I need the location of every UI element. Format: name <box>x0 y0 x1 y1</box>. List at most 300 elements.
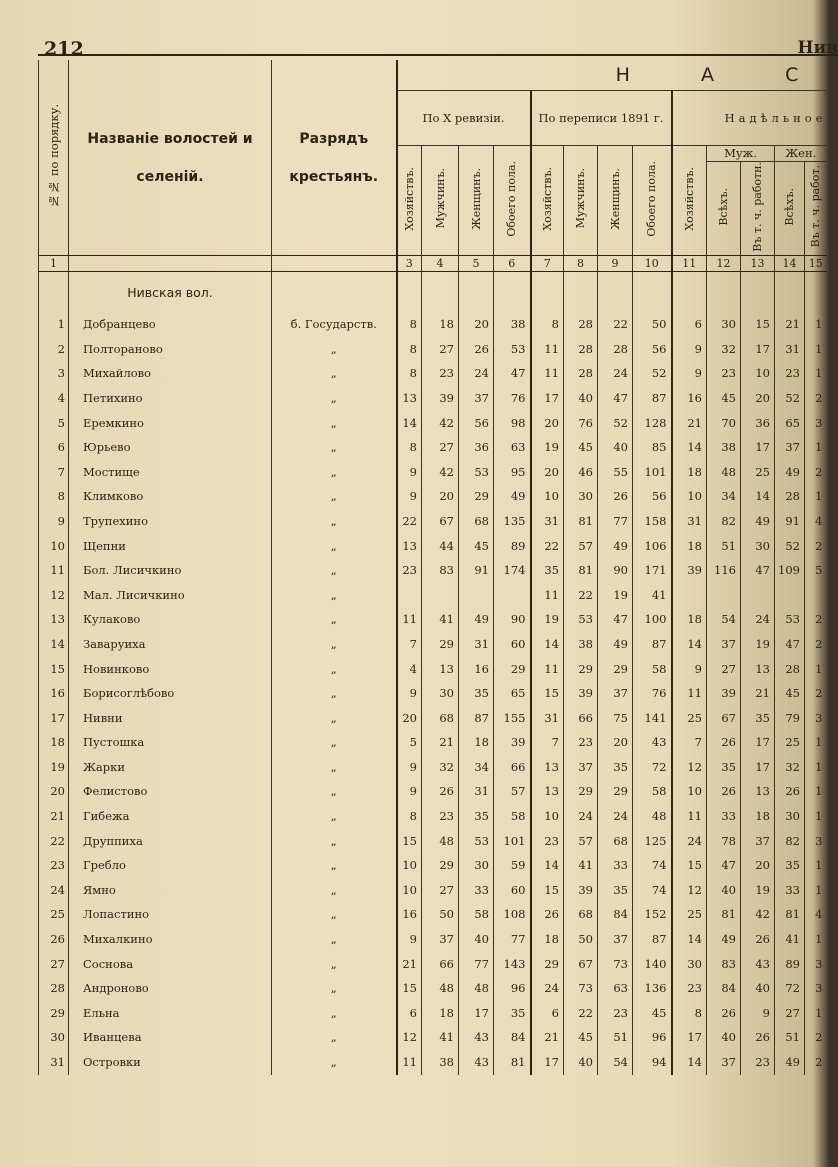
value-cell: 12 <box>397 1025 422 1050</box>
value-cell: 29 <box>564 779 598 804</box>
value-cell: 2 <box>805 386 827 411</box>
value-cell: 68 <box>598 829 633 854</box>
value-cell: 4 <box>805 509 827 534</box>
value-cell: 30 <box>564 484 598 509</box>
value-cell: 49 <box>598 534 633 559</box>
value-cell: 76 <box>564 411 598 436</box>
value-cell: 83 <box>422 558 459 583</box>
colnum: 14 <box>775 256 805 272</box>
value-cell: 10 <box>397 853 422 878</box>
top-rule <box>38 54 838 56</box>
value-cell: 143 <box>494 952 531 977</box>
value-cell: 33 <box>775 878 805 903</box>
value-cell: 41 <box>633 583 672 608</box>
value-cell: 20 <box>422 484 459 509</box>
colnum: 5 <box>459 256 494 272</box>
header-sub-3: Женщинъ. <box>459 145 494 256</box>
value-cell: 95 <box>494 460 531 485</box>
value-cell: 59 <box>494 853 531 878</box>
header-naselenie: Н А С <box>397 60 827 90</box>
value-cell: 18 <box>741 804 775 829</box>
value-cell: 18 <box>672 607 707 632</box>
value-cell: 24 <box>741 607 775 632</box>
value-cell: 15 <box>531 878 564 903</box>
value-cell: 22 <box>598 312 633 337</box>
peasant-category: „ <box>272 829 397 854</box>
value-cell: 28 <box>775 657 805 682</box>
value-cell: 9 <box>397 484 422 509</box>
value-cell: 56 <box>459 411 494 436</box>
value-cell: 49 <box>775 460 805 485</box>
value-cell: 47 <box>741 558 775 583</box>
row-index: 5 <box>39 411 69 436</box>
value-cell: 89 <box>494 534 531 559</box>
colnum: 3 <box>397 256 422 272</box>
value-cell <box>422 583 459 608</box>
value-cell: 17 <box>531 386 564 411</box>
value-cell: 37 <box>422 927 459 952</box>
table-row <box>39 361 827 386</box>
value-cell: 128 <box>633 411 672 436</box>
village-name: Михалкино <box>69 927 272 952</box>
value-cell: 10 <box>531 804 564 829</box>
census-table <box>38 60 827 1075</box>
value-cell: 50 <box>564 927 598 952</box>
header-sub-12: Всѣхъ. <box>775 161 805 256</box>
value-cell: 37 <box>598 927 633 952</box>
value-cell: 8 <box>397 361 422 386</box>
value-cell: 106 <box>633 534 672 559</box>
value-cell: 19 <box>741 878 775 903</box>
value-cell: 18 <box>422 1001 459 1026</box>
value-cell: 82 <box>775 829 805 854</box>
value-cell: 29 <box>598 779 633 804</box>
value-cell: 35 <box>707 755 741 780</box>
value-cell: 40 <box>741 976 775 1001</box>
value-cell: 1 <box>805 337 827 362</box>
value-cell: 33 <box>459 878 494 903</box>
peasant-category: „ <box>272 386 397 411</box>
value-cell: 63 <box>494 435 531 460</box>
value-cell: 10 <box>741 361 775 386</box>
value-cell: 56 <box>633 484 672 509</box>
section-title: Нивская вол. <box>69 272 272 313</box>
value-cell: 21 <box>775 312 805 337</box>
header-sub-7: Женщинъ. <box>598 145 633 256</box>
village-name: Полтораново <box>69 337 272 362</box>
column-number-row <box>39 256 827 272</box>
value-cell: 35 <box>598 755 633 780</box>
value-cell: 26 <box>707 779 741 804</box>
value-cell: 20 <box>459 312 494 337</box>
row-index: 20 <box>39 779 69 804</box>
peasant-category: „ <box>272 853 397 878</box>
value-cell: 13 <box>531 779 564 804</box>
value-cell: 49 <box>707 927 741 952</box>
value-cell: 52 <box>598 411 633 436</box>
value-cell: 35 <box>775 853 805 878</box>
value-cell: 141 <box>633 706 672 731</box>
value-cell: 1 <box>805 312 827 337</box>
village-name: Добранцево <box>69 312 272 337</box>
value-cell: 37 <box>598 681 633 706</box>
table-row <box>39 755 827 780</box>
colnum: 9 <box>598 256 633 272</box>
value-cell: 56 <box>633 337 672 362</box>
peasant-category: „ <box>272 607 397 632</box>
value-cell: 39 <box>564 878 598 903</box>
value-cell: 76 <box>494 386 531 411</box>
value-cell: 77 <box>459 952 494 977</box>
village-name: Друппиха <box>69 829 272 854</box>
value-cell: 26 <box>741 1025 775 1050</box>
value-cell: 28 <box>598 337 633 362</box>
value-cell: 57 <box>494 779 531 804</box>
row-index: 11 <box>39 558 69 583</box>
peasant-category: „ <box>272 730 397 755</box>
village-name: Еремкино <box>69 411 272 436</box>
value-cell: 11 <box>672 681 707 706</box>
value-cell: 81 <box>494 1050 531 1075</box>
value-cell: 40 <box>564 386 598 411</box>
value-cell: 46 <box>564 460 598 485</box>
value-cell: 47 <box>598 607 633 632</box>
header-sub-2: Мужчинъ. <box>422 145 459 256</box>
value-cell: 1 <box>805 435 827 460</box>
value-cell: 33 <box>707 804 741 829</box>
value-cell: 36 <box>741 411 775 436</box>
value-cell: 58 <box>459 902 494 927</box>
value-cell: 45 <box>775 681 805 706</box>
colnum: 15 <box>805 256 827 272</box>
value-cell: 35 <box>459 804 494 829</box>
value-cell: 23 <box>564 730 598 755</box>
value-cell: 10 <box>672 484 707 509</box>
village-name: Пустошка <box>69 730 272 755</box>
row-index: 21 <box>39 804 69 829</box>
value-cell: 49 <box>775 1050 805 1075</box>
value-cell: 20 <box>598 730 633 755</box>
value-cell: 31 <box>672 509 707 534</box>
value-cell: 13 <box>741 779 775 804</box>
value-cell: 53 <box>494 337 531 362</box>
peasant-category: „ <box>272 755 397 780</box>
value-cell: 50 <box>422 902 459 927</box>
village-name: Новинково <box>69 657 272 682</box>
value-cell: 108 <box>494 902 531 927</box>
value-cell: 87 <box>633 386 672 411</box>
colnum: 13 <box>741 256 775 272</box>
value-cell: 26 <box>741 927 775 952</box>
value-cell: 12 <box>672 878 707 903</box>
value-cell: 70 <box>707 411 741 436</box>
value-cell: 52 <box>775 534 805 559</box>
value-cell: 79 <box>775 706 805 731</box>
value-cell: 2 <box>805 681 827 706</box>
value-cell: 90 <box>494 607 531 632</box>
value-cell: 49 <box>598 632 633 657</box>
row-index: 12 <box>39 583 69 608</box>
table-row <box>39 386 827 411</box>
value-cell: 66 <box>564 706 598 731</box>
value-cell: 20 <box>741 853 775 878</box>
value-cell: 43 <box>459 1050 494 1075</box>
colnum: 6 <box>494 256 531 272</box>
row-index: 1 <box>39 312 69 337</box>
value-cell: 48 <box>633 804 672 829</box>
row-index: 28 <box>39 976 69 1001</box>
value-cell: 53 <box>459 460 494 485</box>
value-cell: 16 <box>397 902 422 927</box>
value-cell: 1 <box>805 927 827 952</box>
value-cell <box>775 583 805 608</box>
value-cell: 49 <box>459 607 494 632</box>
value-cell: 11 <box>531 657 564 682</box>
value-cell: 43 <box>459 1025 494 1050</box>
village-name: Мал. Лисичкино <box>69 583 272 608</box>
value-cell: 28 <box>564 337 598 362</box>
value-cell: 87 <box>459 706 494 731</box>
header-sub-5: Хозяйствъ. <box>531 145 564 256</box>
value-cell: 29 <box>459 484 494 509</box>
value-cell: 1 <box>805 484 827 509</box>
value-cell: 58 <box>633 779 672 804</box>
header-sub-4: Обоего пола. <box>494 145 531 256</box>
value-cell: 19 <box>531 607 564 632</box>
value-cell: 7 <box>672 730 707 755</box>
value-cell: 78 <box>707 829 741 854</box>
value-cell: 26 <box>598 484 633 509</box>
value-cell: 45 <box>564 1025 598 1050</box>
colnum: 10 <box>633 256 672 272</box>
row-index: 14 <box>39 632 69 657</box>
value-cell: 3 <box>805 976 827 1001</box>
value-cell: 45 <box>707 386 741 411</box>
value-cell: 51 <box>707 534 741 559</box>
value-cell: 136 <box>633 976 672 1001</box>
village-name: Лопастино <box>69 902 272 927</box>
value-cell: 67 <box>422 509 459 534</box>
value-cell: 18 <box>672 460 707 485</box>
value-cell: 7 <box>531 730 564 755</box>
value-cell: 30 <box>459 853 494 878</box>
colnum <box>272 256 397 272</box>
value-cell: 81 <box>564 558 598 583</box>
value-cell: 23 <box>741 1050 775 1075</box>
village-name: Ельна <box>69 1001 272 1026</box>
value-cell: 58 <box>633 657 672 682</box>
value-cell: 67 <box>564 952 598 977</box>
village-name: Бол. Лисичкино <box>69 558 272 583</box>
value-cell: 38 <box>707 435 741 460</box>
value-cell: 14 <box>741 484 775 509</box>
table-row <box>39 337 827 362</box>
value-cell: 31 <box>531 706 564 731</box>
value-cell: 174 <box>494 558 531 583</box>
value-cell: 37 <box>459 386 494 411</box>
value-cell: 76 <box>633 681 672 706</box>
value-cell: 29 <box>564 657 598 682</box>
value-cell: 74 <box>633 853 672 878</box>
value-cell: 14 <box>672 632 707 657</box>
value-cell: 19 <box>531 435 564 460</box>
peasant-category: „ <box>272 509 397 534</box>
row-index: 29 <box>39 1001 69 1026</box>
value-cell <box>707 583 741 608</box>
value-cell: 74 <box>633 878 672 903</box>
value-cell: 34 <box>707 484 741 509</box>
value-cell: 40 <box>707 1025 741 1050</box>
value-cell: 22 <box>564 583 598 608</box>
value-cell: 47 <box>494 361 531 386</box>
value-cell: 19 <box>598 583 633 608</box>
value-cell: 65 <box>494 681 531 706</box>
value-cell: 73 <box>598 952 633 977</box>
header-name: Названіе волостей и селеній. <box>69 60 272 256</box>
village-name: Иванцева <box>69 1025 272 1050</box>
value-cell: 29 <box>598 657 633 682</box>
value-cell: 14 <box>672 927 707 952</box>
value-cell: 66 <box>494 755 531 780</box>
village-name: Гребло <box>69 853 272 878</box>
village-name: Андроново <box>69 976 272 1001</box>
value-cell: 22 <box>397 509 422 534</box>
value-cell: 23 <box>422 804 459 829</box>
peasant-category: „ <box>272 337 397 362</box>
row-index: 24 <box>39 878 69 903</box>
value-cell: 40 <box>707 878 741 903</box>
value-cell: 109 <box>775 558 805 583</box>
value-cell: 84 <box>494 1025 531 1050</box>
page-number: 212 <box>44 38 84 60</box>
row-index: 8 <box>39 484 69 509</box>
value-cell: 11 <box>531 337 564 362</box>
peasant-category: „ <box>272 878 397 903</box>
value-cell: 100 <box>633 607 672 632</box>
value-cell: 42 <box>422 411 459 436</box>
value-cell: 101 <box>494 829 531 854</box>
value-cell: 37 <box>775 435 805 460</box>
value-cell: 6 <box>397 1001 422 1026</box>
value-cell: 89 <box>775 952 805 977</box>
peasant-category: „ <box>272 681 397 706</box>
value-cell: 23 <box>422 361 459 386</box>
header-zhen: Жен. <box>775 145 827 161</box>
table-row <box>39 657 827 682</box>
value-cell <box>494 583 531 608</box>
peasant-category: „ <box>272 411 397 436</box>
value-cell: 30 <box>741 534 775 559</box>
value-cell: 14 <box>397 411 422 436</box>
value-cell: 35 <box>741 706 775 731</box>
value-cell: 49 <box>494 484 531 509</box>
value-cell: 30 <box>775 804 805 829</box>
value-cell: 58 <box>494 804 531 829</box>
colnum: 7 <box>531 256 564 272</box>
peasant-category: „ <box>272 534 397 559</box>
village-name: Заваруиха <box>69 632 272 657</box>
header-census-1891: По переписи 1891 г. <box>531 90 672 145</box>
row-index: 25 <box>39 902 69 927</box>
value-cell: 8 <box>397 435 422 460</box>
village-name: Фелистово <box>69 779 272 804</box>
value-cell: 32 <box>775 755 805 780</box>
value-cell: 30 <box>672 952 707 977</box>
value-cell: 13 <box>422 657 459 682</box>
value-cell: 82 <box>707 509 741 534</box>
value-cell: 11 <box>397 607 422 632</box>
colnum: 8 <box>564 256 598 272</box>
value-cell: 35 <box>459 681 494 706</box>
value-cell: 68 <box>459 509 494 534</box>
peasant-category: „ <box>272 632 397 657</box>
value-cell: 65 <box>775 411 805 436</box>
value-cell: 28 <box>564 361 598 386</box>
value-cell: 28 <box>775 484 805 509</box>
value-cell: 2 <box>805 632 827 657</box>
value-cell: 38 <box>494 312 531 337</box>
value-cell: 96 <box>494 976 531 1001</box>
value-cell: 21 <box>531 1025 564 1050</box>
value-cell: 2 <box>805 1025 827 1050</box>
value-cell: 15 <box>741 312 775 337</box>
table-row <box>39 1001 827 1026</box>
value-cell: 14 <box>531 632 564 657</box>
value-cell: 35 <box>531 558 564 583</box>
value-cell: 14 <box>531 853 564 878</box>
value-cell: 155 <box>494 706 531 731</box>
value-cell: 77 <box>494 927 531 952</box>
value-cell: 1 <box>805 1001 827 1026</box>
value-cell: 14 <box>672 1050 707 1075</box>
peasant-category: „ <box>272 460 397 485</box>
value-cell: 40 <box>598 435 633 460</box>
row-index: 26 <box>39 927 69 952</box>
table-row <box>39 534 827 559</box>
value-cell: 85 <box>633 435 672 460</box>
peasant-category: „ <box>272 804 397 829</box>
value-cell: 17 <box>741 755 775 780</box>
value-cell: 87 <box>633 632 672 657</box>
value-cell: 51 <box>775 1025 805 1050</box>
value-cell: 11 <box>672 804 707 829</box>
value-cell: 49 <box>741 509 775 534</box>
value-cell: 15 <box>397 976 422 1001</box>
value-cell: 84 <box>707 976 741 1001</box>
value-cell: 101 <box>633 460 672 485</box>
table-row <box>39 460 827 485</box>
value-cell: 17 <box>672 1025 707 1050</box>
value-cell <box>672 583 707 608</box>
value-cell: 13 <box>397 386 422 411</box>
value-cell: 125 <box>633 829 672 854</box>
value-cell: 23 <box>775 361 805 386</box>
table-row <box>39 411 827 436</box>
header-sub-6: Мужчинъ. <box>564 145 598 256</box>
village-name: Юрьево <box>69 435 272 460</box>
value-cell: 2 <box>805 460 827 485</box>
value-cell: 84 <box>598 902 633 927</box>
table-row <box>39 632 827 657</box>
value-cell: 26 <box>707 1001 741 1026</box>
value-cell: 7 <box>397 632 422 657</box>
value-cell: 38 <box>564 632 598 657</box>
value-cell: 54 <box>598 1050 633 1075</box>
value-cell: 21 <box>422 730 459 755</box>
value-cell: 81 <box>707 902 741 927</box>
value-cell: 2 <box>805 1050 827 1075</box>
value-cell: 2 <box>805 607 827 632</box>
